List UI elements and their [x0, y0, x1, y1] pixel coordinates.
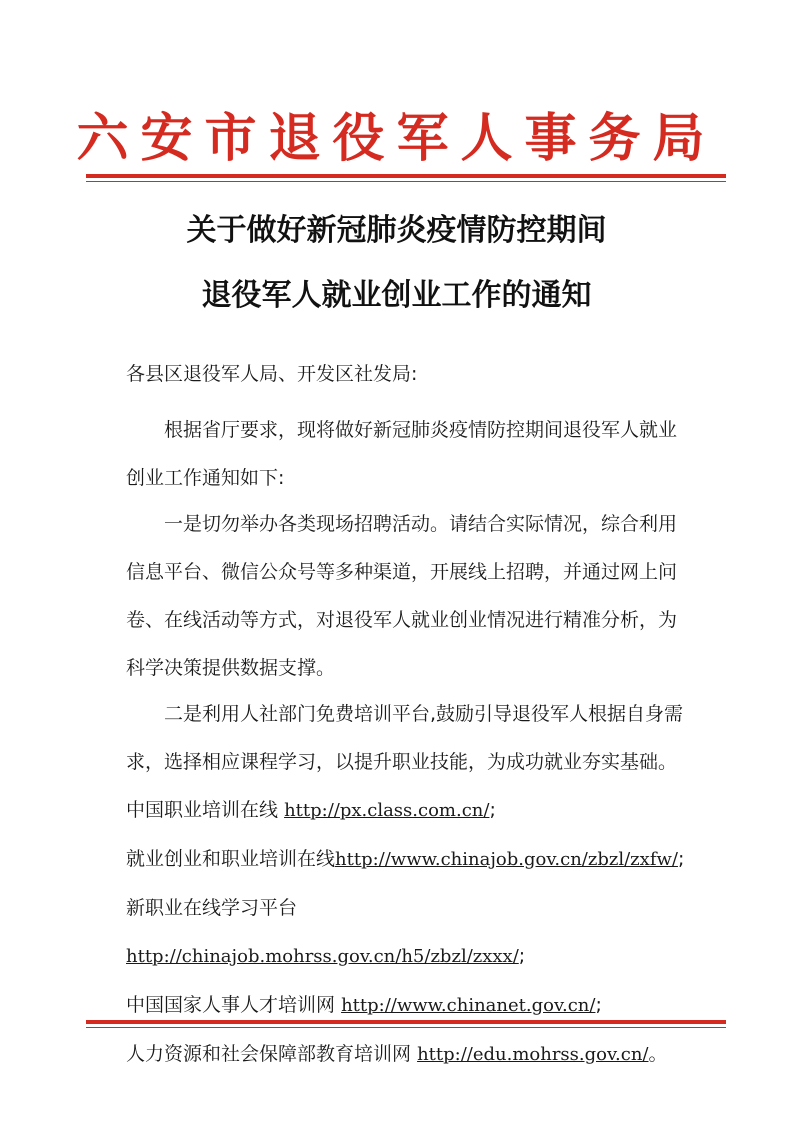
resource-name: 就业创业和职业培训在线	[126, 848, 336, 870]
letterhead-divider	[86, 174, 726, 182]
letterhead-agency-name: 六安市退役军人事务局	[76, 108, 717, 169]
resource-name: 人力资源和社会保障部教育培训网	[126, 1043, 412, 1065]
paragraph-item-one: 一是切勿举办各类现场招聘活动。请结合实际情况，综合利用信息平台、微信公众号等多种渠道，开展线上招聘，并通过网上问卷、在线活动等方式，对退役军人就业创业情况进行精准分析，为科学决策提供数据支撑。	[126, 513, 678, 679]
document-title-line-2: 退役军人就业创业工作的通知	[201, 278, 592, 313]
resource-link[interactable]: http://edu.mohrss.gov.cn/	[417, 1044, 649, 1065]
resource-link[interactable]: http://www.chinajob.gov.cn/zbzl/zxfw/	[335, 849, 678, 870]
resource-name: 中国国家人事人才培训网	[126, 994, 336, 1016]
document-title-line-1: 关于做好新冠肺炎疫情防控期间	[186, 213, 607, 248]
resource-separator: ;	[677, 848, 685, 870]
resource-link[interactable]: http://px.class.com.cn/	[284, 800, 490, 821]
footer-divider	[86, 1020, 726, 1028]
resource-separator: ;	[518, 945, 526, 967]
resource-separator: 。	[648, 1043, 668, 1065]
resource-link[interactable]: http://www.chinanet.gov.cn/	[341, 995, 596, 1016]
resource-separator: ;	[595, 994, 602, 1016]
resource-name: 中国职业培训在线	[126, 799, 279, 821]
resource-name: 新职业在线学习平台	[126, 897, 298, 919]
resource-separator: ;	[489, 799, 496, 821]
paragraph-intro: 根据省厅要求，现将做好新冠肺炎疫情防控期间退役军人就业创业工作通知如下:	[126, 419, 678, 489]
resource-link[interactable]: http://chinajob.mohrss.gov.cn/h5/zbzl/zxxx/	[126, 946, 519, 967]
recipient-line: 各县区退役军人局、开发区社发局:	[126, 363, 418, 385]
paragraph-item-two-text: 二是利用人社部门免费培训平台,鼓励引导退役军人根据自身需求，选择相应课程学习，以提升职业技能，为成功就业夯实基础。	[126, 703, 684, 773]
